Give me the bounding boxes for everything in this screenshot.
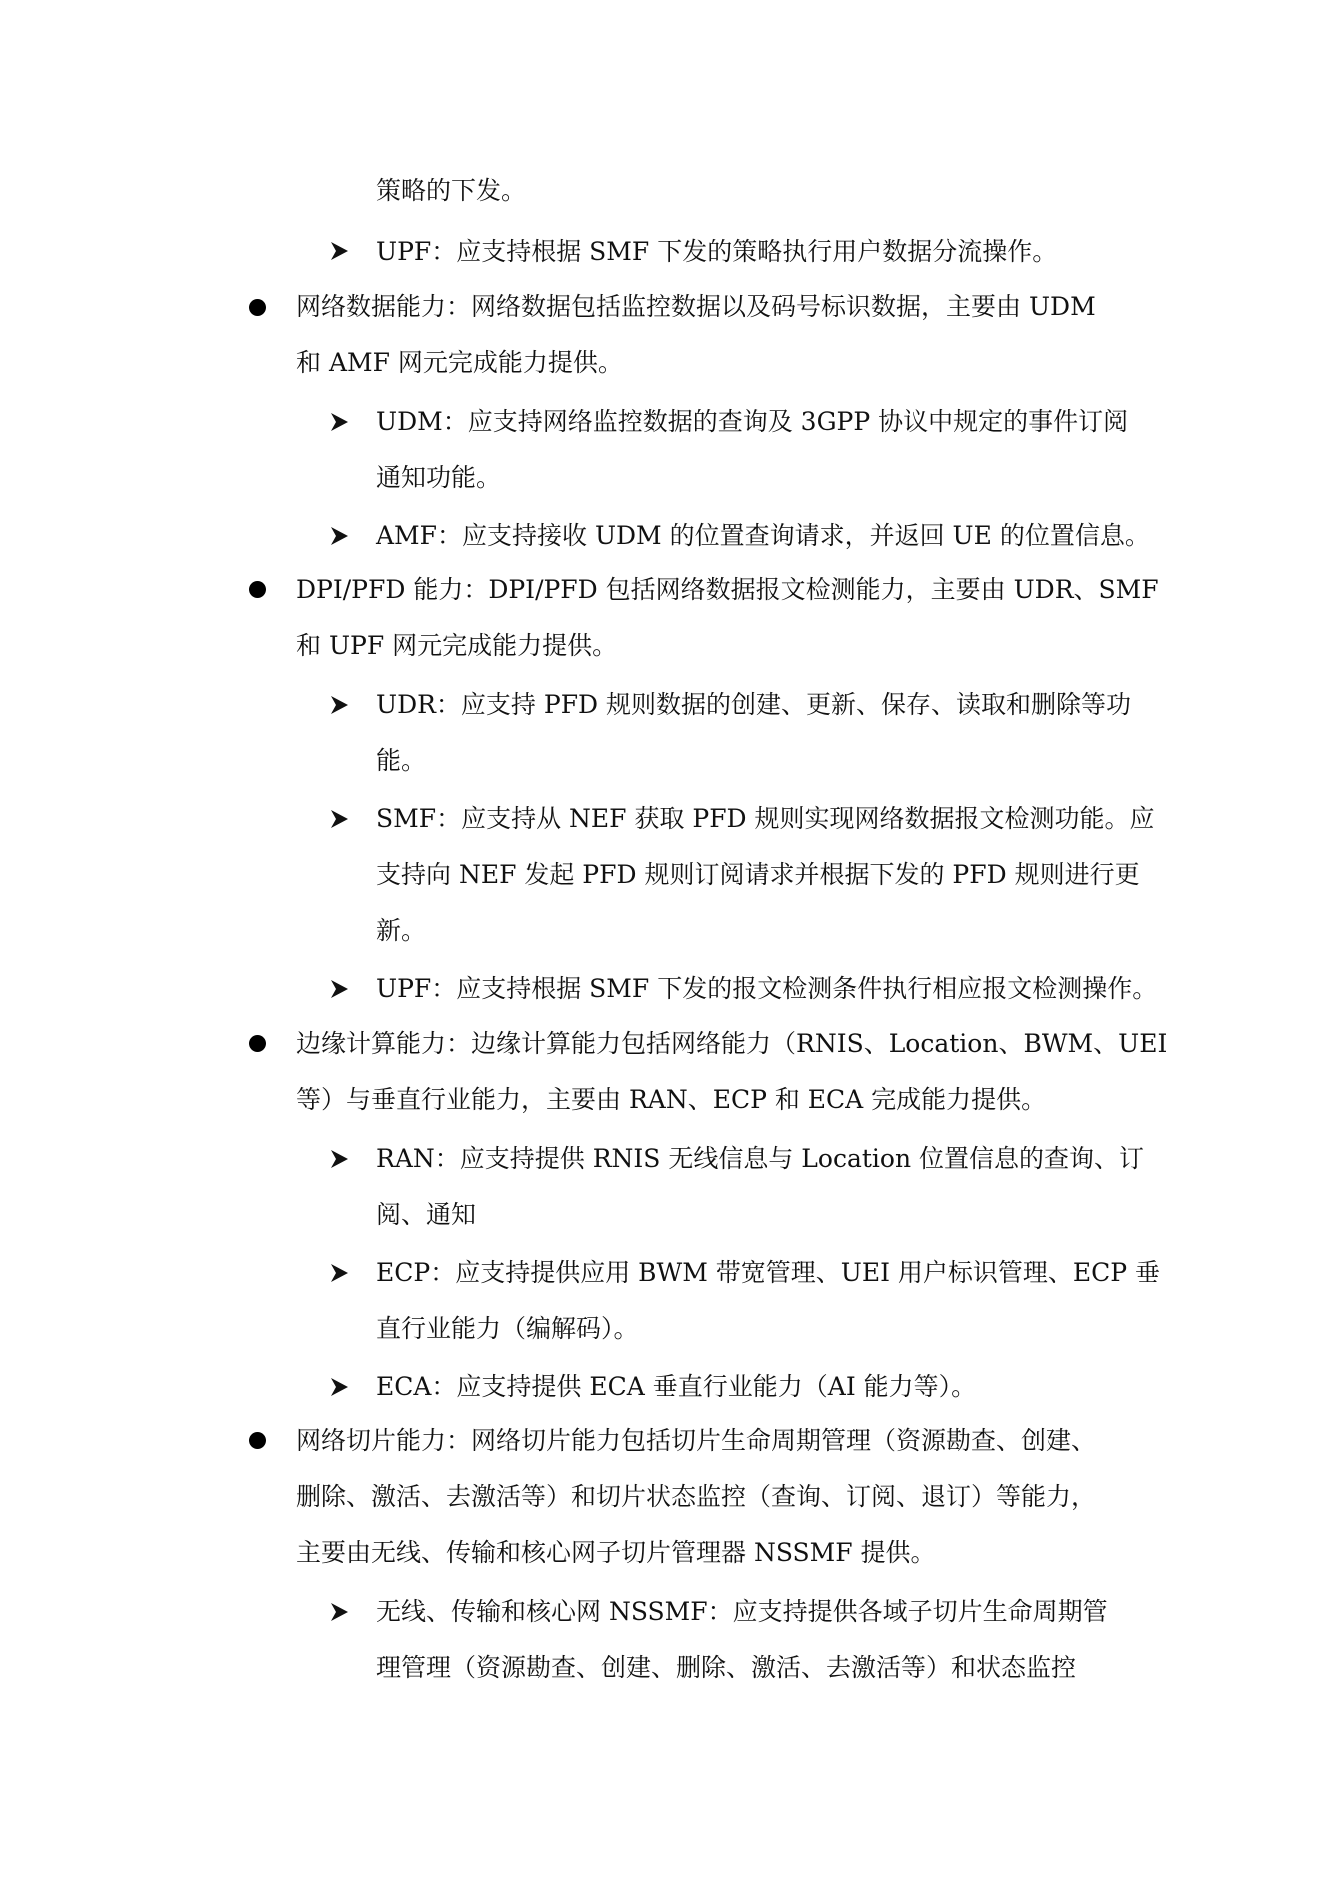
text-line: 能。 — [376, 746, 427, 775]
text-line: UDR：应支持 PFD 规则数据的创建、更新、保存、读取和删除等功 — [376, 690, 1132, 719]
arrow-bullet-icon — [328, 1262, 350, 1284]
round-bullet-icon — [249, 1432, 266, 1449]
round-bullet-icon — [249, 1035, 266, 1052]
arrow-bullet-icon — [328, 978, 350, 1000]
text-line: 删除、激活、去激活等）和切片状态监控（查询、订阅、退订）等能力， — [296, 1482, 1097, 1511]
arrow-bullet-icon — [328, 694, 350, 716]
round-bullet-icon — [249, 299, 266, 316]
text-line: AMF：应支持接收 UDM 的位置查询请求，并返回 UE 的位置信息。 — [376, 521, 1150, 550]
text-line: SMF：应支持从 NEF 获取 PFD 规则实现网络数据报文检测功能。应 — [376, 804, 1155, 833]
text-line: ECA：应支持提供 ECA 垂直行业能力（AI 能力等）。 — [376, 1372, 977, 1401]
text-line: 和 UPF 网元完成能力提供。 — [296, 631, 618, 660]
arrow-bullet-icon — [328, 411, 350, 433]
arrow-bullet-icon — [328, 808, 350, 830]
text-line: UPF：应支持根据 SMF 下发的策略执行用户数据分流操作。 — [376, 237, 1058, 266]
text-line: DPI/PFD 能力：DPI/PFD 包括网络数据报文检测能力，主要由 UDR、SMF — [296, 575, 1159, 604]
text-line: 支持向 NEF 发起 PFD 规则订阅请求并根据下发的 PFD 规则进行更 — [376, 860, 1140, 889]
arrow-bullet-icon — [328, 525, 350, 547]
text-line: 阅、通知 — [376, 1200, 477, 1229]
text-line: 边缘计算能力：边缘计算能力包括网络能力（RNIS、Location、BWM、UEI — [296, 1029, 1168, 1058]
arrow-bullet-icon — [328, 240, 350, 262]
arrow-bullet-icon — [328, 1601, 350, 1623]
text-line: ECP：应支持提供应用 BWM 带宽管理、UEI 用户标识管理、ECP 垂 — [376, 1258, 1161, 1287]
text-line: 直行业能力（编解码）。 — [376, 1314, 639, 1343]
round-bullet-icon — [249, 581, 266, 598]
text-line: 等）与垂直行业能力，主要由 RAN、ECP 和 ECA 完成能力提供。 — [296, 1085, 1047, 1114]
text-line: 和 AMF 网元完成能力提供。 — [296, 348, 623, 377]
text-line: UDM：应支持网络监控数据的查询及 3GPP 协议中规定的事件订阅 — [376, 407, 1129, 436]
arrow-bullet-icon — [328, 1376, 350, 1398]
text-line: UPF：应支持根据 SMF 下发的报文检测条件执行相应报文检测操作。 — [376, 974, 1158, 1003]
text-line: 网络切片能力：网络切片能力包括切片生命周期管理（资源勘查、创建、 — [296, 1426, 1097, 1455]
text-line: 理管理（资源勘查、创建、删除、激活、去激活等）和状态监控 — [376, 1653, 1077, 1682]
text-line: 主要由无线、传输和核心网子切片管理器 NSSMF 提供。 — [296, 1538, 936, 1567]
text-line: RAN：应支持提供 RNIS 无线信息与 Location 位置信息的查询、订 — [376, 1144, 1144, 1173]
text-line: 通知功能。 — [376, 463, 502, 492]
text-line: 新。 — [376, 916, 427, 945]
text-line: 无线、传输和核心网 NSSMF：应支持提供各域子切片生命周期管 — [376, 1597, 1108, 1626]
text-line: 策略的下发。 — [376, 176, 527, 205]
arrow-bullet-icon — [328, 1148, 350, 1170]
text-line: 网络数据能力：网络数据包括监控数据以及码号标识数据，主要由 UDM — [296, 292, 1096, 321]
